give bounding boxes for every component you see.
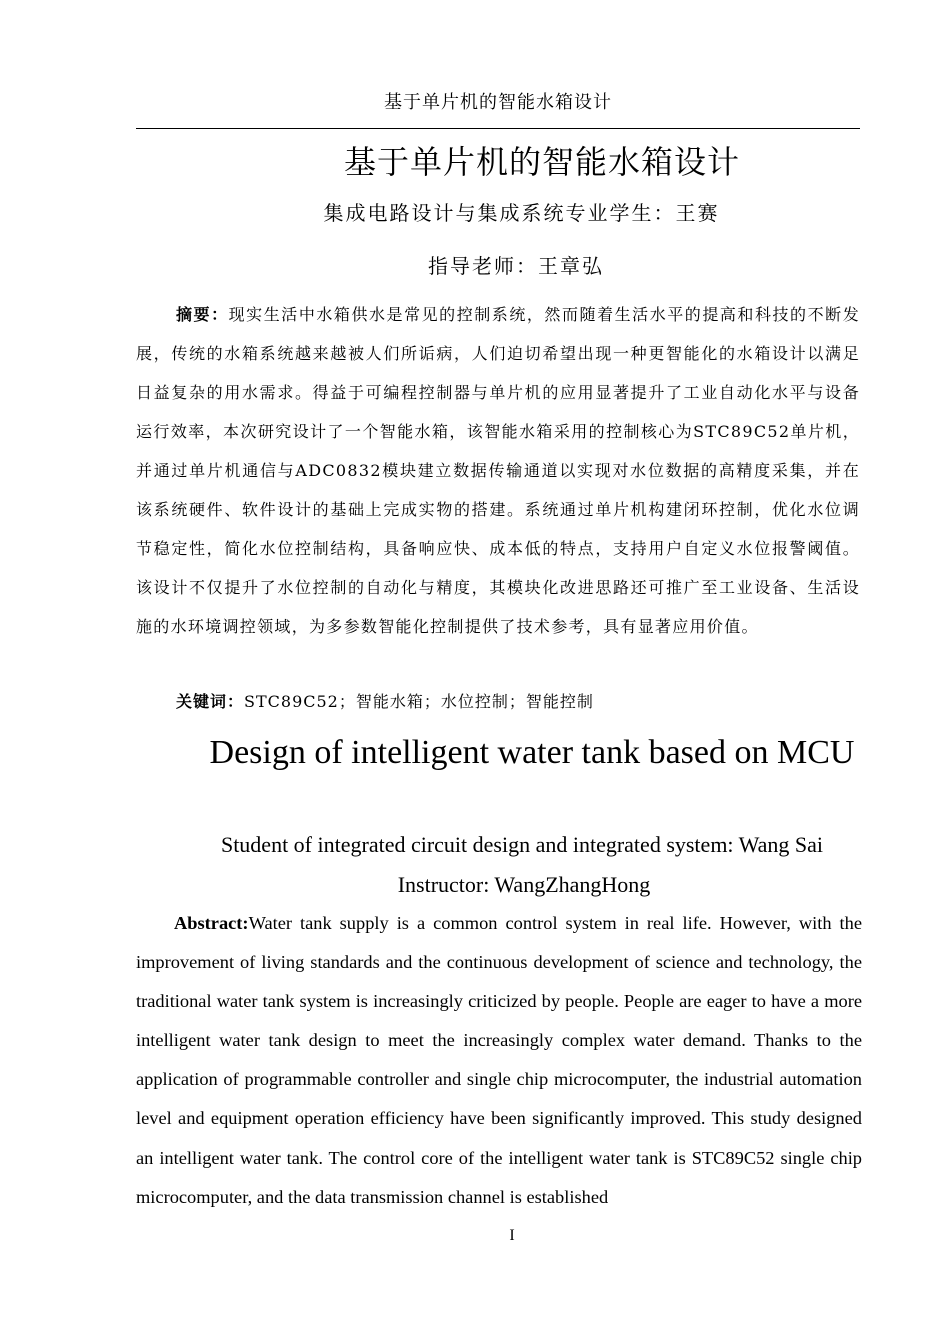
chinese-title: 基于单片机的智能水箱设计 xyxy=(343,143,740,181)
english-title: Design of intelligent water tank based on MCU xyxy=(209,734,855,771)
english-abstract xyxy=(136,904,862,1217)
chinese-author-line: 集成电路设计与集成系统专业学生：王赛 xyxy=(323,201,720,225)
chinese-keywords-text: STC89C52；智能水箱；水位控制；智能控制 xyxy=(244,692,594,711)
running-header: 基于单片机的智能水箱设计 xyxy=(384,92,612,113)
chinese-abstract xyxy=(136,295,860,646)
english-abstract-text: Water tank supply is a common control system in real life. However, with the improvement of living standards and the continuous development of science and technology, the traditional water tank system is increasingly criticized by people. People are eager to have a more intelligent water tank design to meet the increasingly complex water demand. Thanks to the application of programmable controller and single chip microcomputer, the industrial automation level and equipment operation efficiency have been significantly improved. This study designed an intelligent water tank. The control core of the intelligent water tank is STC89C52 single chip microcomputer, and the data transmission channel is established xyxy=(136,913,862,1207)
english-author-line: Student of integrated circuit design and integrated system: Wang Sai xyxy=(220,832,824,857)
header-rule xyxy=(136,128,860,129)
chinese-keywords-label: 关键词： xyxy=(176,692,245,711)
chinese-abstract-label: 摘要： xyxy=(176,305,229,324)
page-number: I xyxy=(509,1227,515,1244)
english-abstract-label: Abstract: xyxy=(174,913,249,933)
chinese-keywords xyxy=(176,683,860,721)
english-advisor-line: Instructor: WangZhangHong xyxy=(397,872,651,897)
chinese-abstract-text: 现实生活中水箱供水是常见的控制系统，然而随着生活水平的提高和科技的不断发展，传统的水箱系统越来越被人们所诟病，人们迫切希望出现一种更智能化的水箱设计以满足日益复杂的用水需求。得益于可编程控制器与单片机的应用显著提升了工业自动化水平与设备运行效率，本次研究设计了一个智能水箱，该智能水箱采用的控制核心为STC89C52单片机，并通过单片机通信与ADC0832模块建立数据传输通道以实现对水位数据的高精度采集，并在该系统硬件、软件设计的基础上完成实物的搭建。系统通过单片机构建闭环控制，优化水位调节稳定性，简化水位控制结构，具备响应快、成本低的特点，支持用户自定义水位报警阈值。该设计不仅提升了水位控制的自动化与精度，其模块化改进思路还可推广至工业设备、生活设施的水环境调控领域，为多参数智能化控制提供了技术参考，具有显著应用价值。 xyxy=(136,305,860,636)
chinese-advisor-line: 指导老师：王章弘 xyxy=(428,254,604,278)
